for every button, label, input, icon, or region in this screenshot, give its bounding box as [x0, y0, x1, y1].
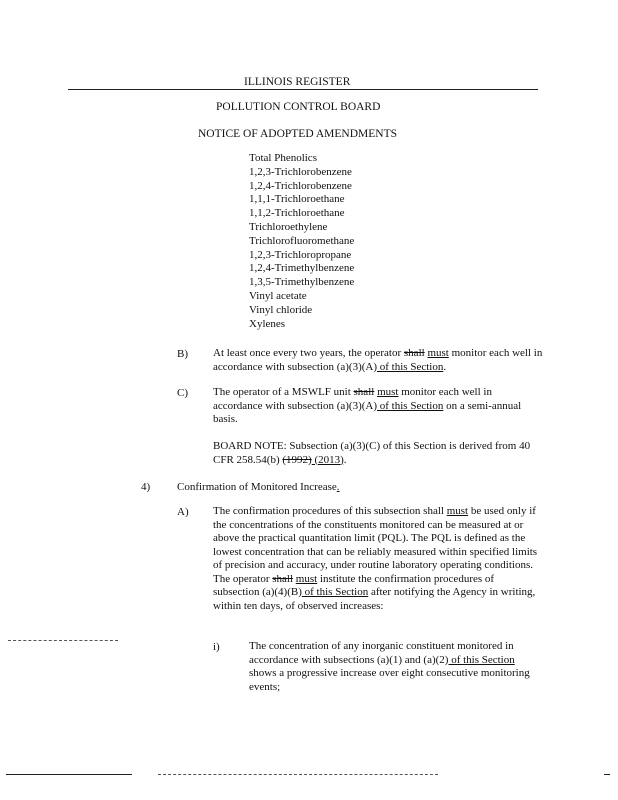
inserted-text: of this Section [301, 586, 369, 598]
list-item: 1,2,4-Trichlorobenzene [249, 179, 352, 192]
list-item: Vinyl acetate [249, 289, 307, 302]
section-4-title: Confirmation of Monitored Increase. [177, 481, 340, 493]
list-item: 1,3,5-Trimethylbenzene [249, 276, 355, 289]
section-b-text: At least once every two years, the operator shall must monitor each well in accordance with subsection (a)(3)(A) of this Section. [213, 347, 543, 373]
list-item: Trichloroethylene [249, 220, 328, 233]
section-4ai-label: i) [213, 641, 220, 653]
footer-rule [6, 774, 132, 775]
section-c-label: C) [177, 387, 188, 399]
inserted-text: must [295, 572, 318, 585]
deleted-text: shall [272, 572, 294, 585]
list-item: 1,2,4-Trimethylbenzene [249, 262, 355, 275]
inserted-text: . [336, 481, 340, 493]
inserted-text: of this Section [377, 360, 444, 373]
list-item: 1,1,2-Trichloroethane [249, 207, 345, 220]
section-b-label: B) [177, 348, 188, 360]
deleted-text: (1992) [282, 453, 312, 466]
list-item: Xylenes [249, 317, 286, 330]
list-item: Total Phenolics [249, 152, 317, 164]
section-4a-label: A) [177, 506, 189, 518]
header-rule [68, 89, 538, 90]
inserted-text: must [427, 347, 449, 359]
list-item: 1,2,3-Trichlorobenzene [249, 165, 352, 178]
section-4-label: 4) [141, 481, 151, 493]
scan-artifact-line [8, 640, 118, 642]
list-item: Vinyl chloride [249, 303, 313, 316]
inserted-text: of this Section [448, 653, 515, 666]
inserted-text: (2013) [311, 453, 344, 466]
section-4ai-text: The concentration of any inorganic constituent monitored in accordance with subsections (a)(1) and (a)(2) of this Section shows a progressive increase over eight consecutive monitoring events; [249, 640, 530, 693]
footer-mark [604, 774, 610, 775]
section-c-text: The operator of a MSWLF unit shall must monitor each well in accordance with subsection (a)(3)(A) of this Section on a semi-annual basis. [213, 386, 522, 425]
notice-title: NOTICE OF ADOPTED AMENDMENTS [198, 128, 398, 140]
list-item: 1,2,3-Trichloropropane [249, 248, 352, 261]
inserted-text: of this Section [377, 399, 444, 412]
inserted-text: must [446, 505, 469, 517]
footer-dashed-line [158, 774, 438, 776]
deleted-text: shall [403, 347, 425, 359]
list-item: Trichlorofluoromethane [249, 234, 355, 247]
inserted-text: must [377, 386, 399, 398]
list-item: 1,1,1-Trichloroethane [249, 193, 345, 206]
section-4a-text: The confirmation procedures of this subsection shall must be used only if the concentrations of the constituents monitored can be measured at or above the practical quantitation limit (PQL). The PQL is defined as the lowest concentration that can be reliably measured within specified limits of precision and accuracy, under routine laboratory operating conditions. The operator shall must institute the confirmation procedures of subsection (a)(4)(B) of this Section after notifying the Agency in writing, within ten days, of observed increases: [213, 505, 538, 612]
constituent-list [249, 152, 354, 331]
deleted-text: shall [353, 386, 375, 398]
register-title: ILLINOIS REGISTER [244, 76, 351, 88]
agency-title: POLLUTION CONTROL BOARD [216, 101, 381, 113]
board-note: BOARD NOTE: Subsection (a)(3)(C) of this Section is derived from 40 CFR 258.54(b) (1992) (2013). [213, 440, 531, 466]
